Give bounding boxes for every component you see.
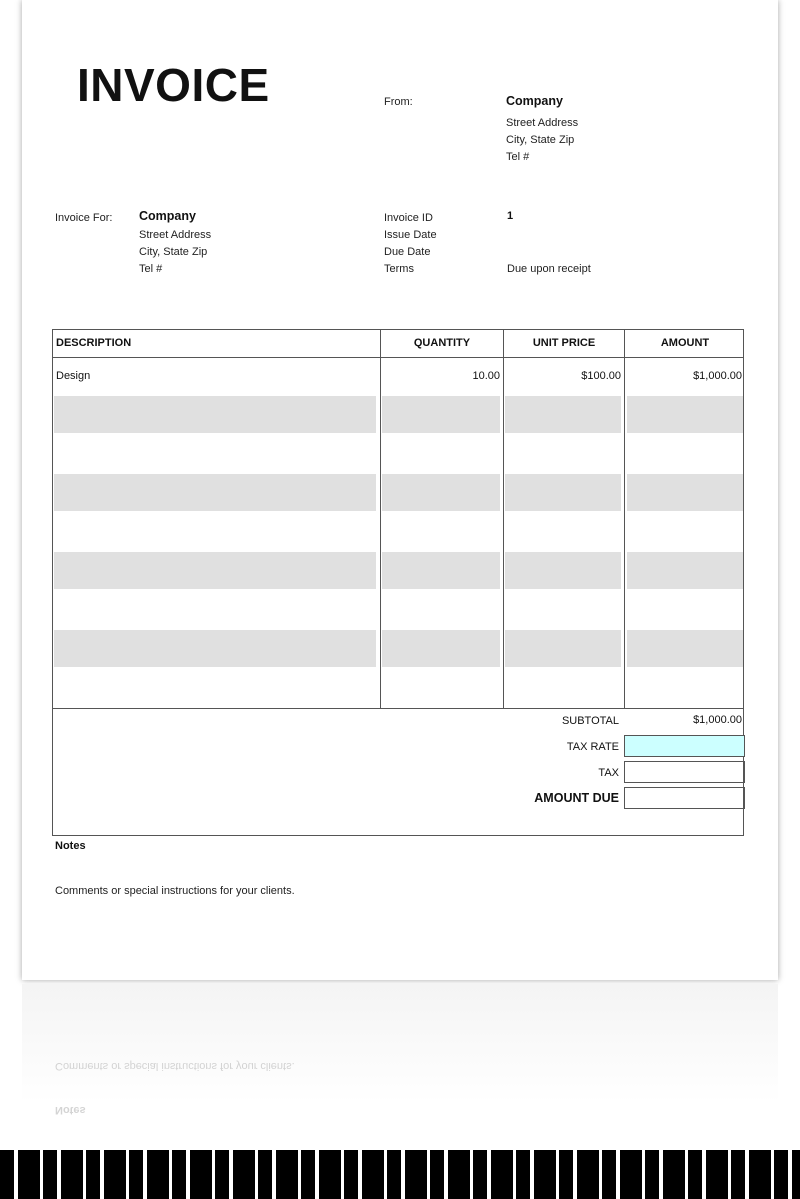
bill-to-address (139, 227, 211, 278)
invoice-id-value[interactable]: 1 (507, 210, 514, 222)
row-band (382, 474, 500, 511)
bill-to-tel[interactable]: Tel # (139, 263, 163, 275)
row-band (627, 474, 743, 511)
subtotal-label: SUBTOTAL (561, 715, 619, 727)
row-band (505, 474, 621, 511)
row-band (627, 630, 743, 667)
row-band (54, 630, 376, 667)
column-divider (624, 330, 625, 708)
subtotal-value: $1,000.00 (693, 714, 742, 726)
row-band (627, 552, 743, 589)
due-date-label: Due Date (384, 246, 431, 258)
row-band (54, 552, 376, 589)
invoice-page (22, 0, 778, 980)
row-band (54, 396, 376, 433)
bill-to-street[interactable]: Street Address (139, 229, 212, 241)
row-band (382, 552, 500, 589)
tax-rate-input[interactable] (624, 735, 745, 757)
reflection-notes-label: Notes (55, 1104, 86, 1116)
reflection-notes-text: Comments or special instructions for your clients. (55, 1060, 295, 1072)
row-description[interactable]: Design (56, 370, 91, 382)
amount-due-value (624, 787, 745, 809)
from-company[interactable]: Company (506, 94, 563, 108)
row-band (382, 630, 500, 667)
invoice-id-label: Invoice ID (384, 212, 433, 224)
from-street[interactable]: Street Address (506, 117, 579, 129)
header-divider (53, 357, 743, 358)
column-divider (503, 330, 504, 708)
invoice-for-label: Invoice For: (55, 212, 113, 224)
page-reflection (22, 984, 778, 1154)
from-address (506, 115, 578, 166)
tax-value (624, 761, 745, 783)
row-quantity[interactable]: 10.00 (472, 370, 500, 382)
row-amount: $1,000.00 (693, 370, 742, 382)
bill-to-city[interactable]: City, State Zip (139, 246, 208, 258)
from-label: From: (384, 96, 413, 108)
row-band (505, 552, 621, 589)
column-divider (380, 330, 381, 708)
bottom-edge (0, 1150, 800, 1199)
notes-label: Notes (55, 840, 86, 852)
header-description: DESCRIPTION (56, 337, 132, 349)
items-bottom-line (53, 708, 743, 709)
invoice-title: INVOICE (77, 59, 270, 111)
header-unit-price: UNIT PRICE (532, 337, 596, 349)
tax-rate-label: TAX RATE (566, 741, 619, 753)
row-band (505, 630, 621, 667)
terms-value[interactable]: Due upon receipt (507, 263, 591, 275)
from-tel[interactable]: Tel # (506, 151, 530, 163)
line-items-table (52, 329, 744, 836)
tax-label: TAX (598, 767, 619, 779)
meta-labels (384, 210, 437, 278)
amount-due-label: AMOUNT DUE (534, 791, 619, 805)
row-unit-price[interactable]: $100.00 (581, 370, 621, 382)
from-city[interactable]: City, State Zip (506, 134, 575, 146)
row-band (505, 396, 621, 433)
header-amount: AMOUNT (660, 337, 710, 349)
terms-label: Terms (384, 263, 414, 275)
bill-to-company[interactable]: Company (139, 209, 196, 223)
header-quantity: QUANTITY (413, 337, 471, 349)
row-band (382, 396, 500, 433)
row-band (54, 474, 376, 511)
issue-date-label: Issue Date (384, 229, 437, 241)
row-band (627, 396, 743, 433)
notes-text[interactable]: Comments or special instructions for your clients. (55, 885, 295, 897)
